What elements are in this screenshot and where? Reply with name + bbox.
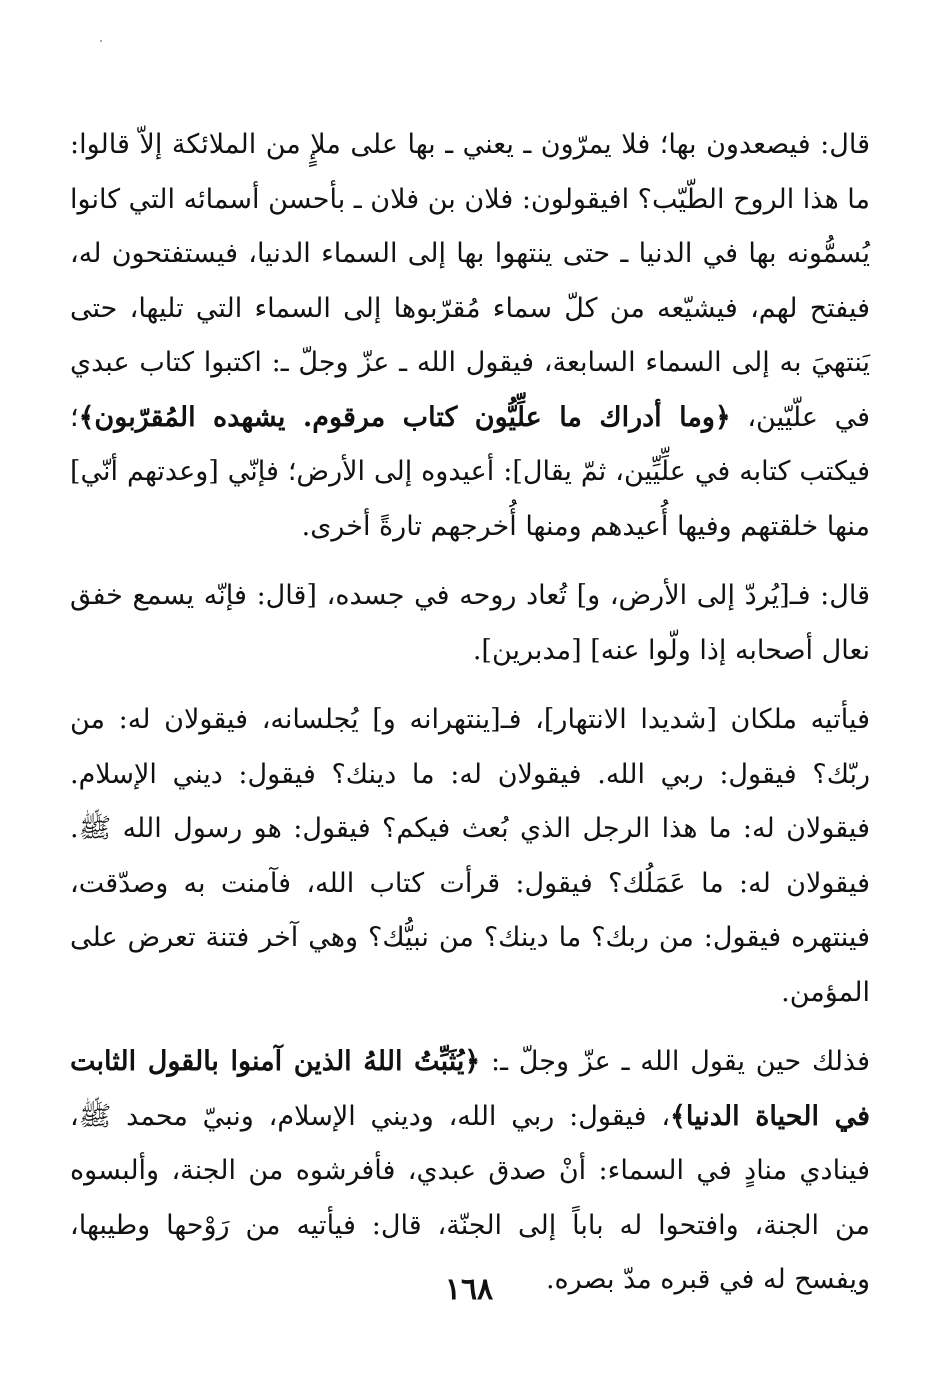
page-number: ١٦٨ — [444, 1272, 494, 1307]
paragraph-2-text: قال: فـ[يُردّ إلى الأرض، و] تُعاد روحه في جسده، [قال: فإنّه يسمع خفق نعال أصحابه إذا ولّوا عنه] [مدبرين]. — [70, 580, 870, 666]
paragraph-3-text: فيأتيه ملكان [شديدا الانتهار]، فـ[ينتهرانه و] يُجلسانه، فيقولان له: من ربّك؟ فيقول: ربي الله. فيقولان له: ما دينك؟ فيقول: ديني الإسلام. فيقولان له: ما هذا الرجل الذي بُعث فيكم؟ فيقول: هو رسول الله ﷺ. فيقولان له: ما عَمَلُك؟ فيقول: قرأت كتاب الله، فآمنت به وصدّقت، فينتهره فيقول: من ربك؟ ما دينك؟ من نبيُّك؟ وهي آخر فتنة تعرض على المؤمن. — [70, 704, 870, 1008]
paragraph-2 — [70, 569, 870, 678]
paragraph-1-text-cont: ؛ فيكتب كتابه في علِّيِّين، ثمّ يقال]: أعيدوه إلى الأرض؛ فإنّي [وعدتهم أنّي] منها خلقتهم وفيها أُعيدهم ومنها أُخرجهم تارةً أخرى. — [70, 401, 870, 542]
paragraph-4 — [70, 1035, 870, 1308]
paragraph-4-text: فذلك حين يقول الله ـ عزّ وجلّ ـ: — [480, 1046, 870, 1077]
body-text — [70, 118, 870, 1323]
scan-speck — [100, 40, 102, 42]
paragraph-1-text: قال: فيصعدون بها؛ فلا يمرّون ـ يعني ـ بها على ملإٍ من الملائكة إلاّ قالوا: ما هذا الروح الطّيّب؟ افيقولون: فلان بن فلان ـ بأحسن أسمائه التي كانوا يُسمُّونه بها في الدنيا ـ حتى ينتهوا بها إلى السماء الدنيا، فيستفتحون له، فيفتح لهم، فيشيّعه من كلّ سماء مُقرّبوها إلى السماء التي تليها، حتى يَنتهيَ به إلى السماء السابعة، فيقول الله ـ عزّ وجلّ ـ: اكتبوا كتاب عبدي في علّيّين، — [70, 129, 870, 433]
paragraph-1 — [70, 118, 870, 554]
quran-verse-mutaffifin: ﴿وما أدراك ما علِّيُّون كتاب مرقوم. يشهده المُقرّبون﴾ — [78, 401, 731, 433]
quran-verse-ibrahim: ﴿يُثَبِّتُ اللهُ الذين آمنوا بالقول الثابت في الحياة الدنيا﴾ — [70, 1046, 870, 1132]
paragraph-3 — [70, 693, 870, 1020]
paragraph-4-text-cont: ، فيقول: ربي الله، وديني الإسلام، ونبيّ محمد ﷺ، فينادي منادٍ في السماء: أنْ صدق عبدي، فأفرشوه من الجنة، وألبسوه من الجنة، وافتحوا له باباً إلى الجنّة، قال: فيأتيه من رَوْحها وطيبها، ويفسح له في قبره مدّ بصره. — [70, 1100, 870, 1295]
